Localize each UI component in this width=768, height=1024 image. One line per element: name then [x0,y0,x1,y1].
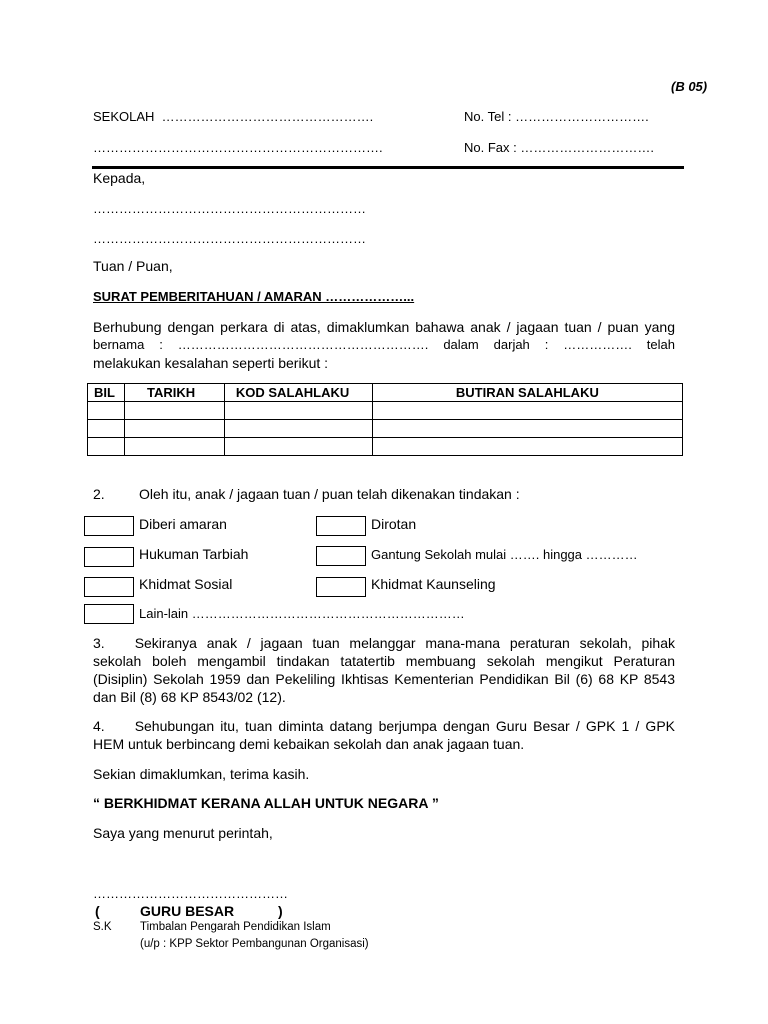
tel-field[interactable] [464,109,649,124]
school-label: SEKOLAH [93,109,155,124]
subject-heading: SURAT PEMBERITAHUAN / AMARAN ………………... [93,289,415,304]
social-service-checkbox[interactable] [84,577,134,597]
warning-checkbox[interactable] [84,516,134,536]
table-cell[interactable] [88,438,125,456]
social-service-label: Khidmat Sosial [139,576,233,592]
warning-label: Diberi amaran [139,516,227,532]
header-bil: BIL [88,384,125,402]
table-row [88,438,683,456]
table-header-row [88,384,683,402]
offense-table [87,383,683,456]
cc-line-1: Timbalan Pengarah Pendidikan Islam [140,921,331,933]
yours-faithfully: Saya yang menurut perintah, [93,825,273,841]
others-label: Lain-lain ……………………………………………………… [139,606,465,621]
form-code: (B 05) [671,79,708,94]
section-4-line-1-text: Sehubungan itu, tuan diminta datang berjumpa dengan Guru Besar / GPK 1 / GPK [134,718,675,734]
salutation: Tuan / Puan, [93,258,173,274]
section-3-line-2: sekolah boleh mengambil tindakan tatatertib membuang sekolah mengikut Peraturan [93,653,675,669]
caning-label: Dirotan [371,516,417,532]
address-dots[interactable]: …………………………………………………………. [93,140,383,155]
fax-dots: …………………………. [520,140,654,155]
section-4-line-2: HEM untuk berbincang demi kebaikan sekolah dan anak jagaan tuan. [93,736,525,752]
suspension-checkbox[interactable] [316,546,366,566]
education-punishment-label: Hukuman Tarbiah [139,546,249,562]
section-3-number: 3. [93,635,105,651]
closing-text: Sekian dimaklumkan, terima kasih. [93,766,310,782]
header-kod-salahlaku: KOD SALAHLAKU [224,384,372,402]
cc-label: S.K [93,921,112,933]
fax-field[interactable] [464,140,654,155]
table-cell[interactable] [224,420,372,438]
signature-line[interactable]: ……………………………………… [93,886,288,901]
section-4-number: 4. [93,718,105,734]
table-cell[interactable] [372,438,682,456]
tel-label: No. Tel : [464,109,512,124]
intro-paragraph [93,318,675,372]
table-cell[interactable] [224,438,372,456]
fax-label: No. Fax : [464,140,517,155]
signature-open-paren: ( [95,903,100,919]
others-checkbox[interactable] [84,604,134,624]
signature-title: GURU BESAR [140,903,235,919]
table-cell[interactable] [372,402,682,420]
motto: “ BERKHIDMAT KERANA ALLAH UNTUK NEGARA ” [93,795,439,811]
table-cell[interactable] [88,402,125,420]
caning-checkbox[interactable] [316,516,366,536]
section-3-line-4: dan Bil (8) 68 KP 8543/02 (12). [93,689,286,705]
section-4-paragraph [93,717,675,753]
recipient-line-2[interactable]: ……………………………………………………… [93,231,366,246]
recipient-label: Kepada, [93,170,146,186]
suspension-label: Gantung Sekolah mulai ……. hingga ………… [371,547,638,562]
section-4-line-1 [93,717,675,735]
school-dots: …………………………………………. [161,109,374,124]
tel-dots: …………………………. [515,109,649,124]
signature-close-paren: ) [278,903,283,919]
intro-line-2: bernama : …………………………………………………. dalam darjah : ……………. telah [93,337,675,352]
section-3-line-1-text: Sekiranya anak / jagaan tuan melanggar mana-mana peraturan sekolah, pihak [134,635,675,651]
counseling-checkbox[interactable] [316,577,366,597]
school-field[interactable] [93,109,373,124]
table-cell[interactable] [124,402,224,420]
intro-line-3: melakukan kesalahan seperti berikut : [93,355,329,371]
section-3-line-3: (Disiplin) Sekolah 1959 dan Pekeliling Ikhtisas Kementerian Pendidikan Bil (6) 68 KP 8543 [93,671,675,687]
table-row [88,402,683,420]
header-divider [92,166,684,169]
table-cell[interactable] [224,402,372,420]
header-butiran-salahlaku: BUTIRAN SALAHLAKU [372,384,682,402]
intro-line-1: Berhubung dengan perkara di atas, dimaklumkan bahawa anak / jagaan tuan / puan yang [93,319,675,335]
cc-line-2: (u/p : KPP Sektor Pembangunan Organisasi) [140,938,369,950]
table-cell[interactable] [372,420,682,438]
section-3-line-1 [93,634,675,652]
section-2-number: 2. [93,486,105,502]
section-2-text: Oleh itu, anak / jagaan tuan / puan telah dikenakan tindakan : [139,486,520,502]
table-cell[interactable] [124,420,224,438]
table-row [88,420,683,438]
education-punishment-checkbox[interactable] [84,547,134,567]
table-cell[interactable] [124,438,224,456]
table-cell[interactable] [88,420,125,438]
header-tarikh: TARIKH [124,384,224,402]
counseling-label: Khidmat Kaunseling [371,576,496,592]
section-3-paragraph [93,634,675,706]
recipient-line-1[interactable]: ……………………………………………………… [93,201,366,216]
